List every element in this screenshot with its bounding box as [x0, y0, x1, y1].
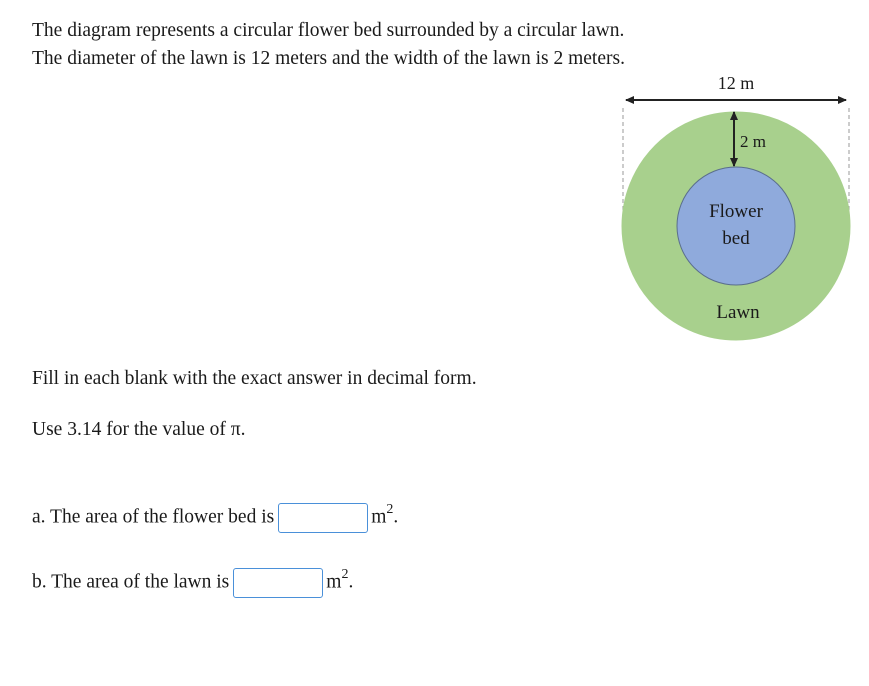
fill-instruction: Fill in each blank with the exact answer in decimal form.	[32, 368, 477, 389]
intro-line-1: The diagram represents a circular flower bed surrounded by a circular lawn.	[32, 20, 625, 41]
question-a-period: .	[393, 506, 399, 528]
lawn-label: Lawn	[716, 302, 760, 323]
question-b-text: b. The area of the lawn is	[32, 571, 230, 593]
question-b-period: .	[348, 571, 354, 593]
diameter-label: 12 m	[717, 73, 755, 93]
question-a	[32, 503, 398, 533]
flower-bed-circle	[677, 167, 795, 285]
flower-bed-label-line-2: bed	[722, 228, 750, 249]
intro-line-2: The diameter of the lawn is 12 meters and the width of the lawn is 2 meters.	[32, 48, 625, 69]
question-b-unit: m	[326, 571, 342, 593]
flower-bed-label-line-1: Flower	[709, 201, 763, 222]
question-a-unit: m	[371, 506, 387, 528]
width-label: 2 m	[740, 132, 766, 151]
question-a-text: a. The area of the flower bed is	[32, 506, 275, 528]
pi-instruction: Use 3.14 for the value of π.	[32, 419, 246, 440]
question-a-exponent: 2	[386, 502, 394, 518]
flower-bed-area-input[interactable]	[278, 503, 368, 533]
question-b	[32, 568, 353, 598]
lawn-area-input[interactable]	[233, 568, 323, 598]
question-b-exponent: 2	[341, 567, 349, 583]
